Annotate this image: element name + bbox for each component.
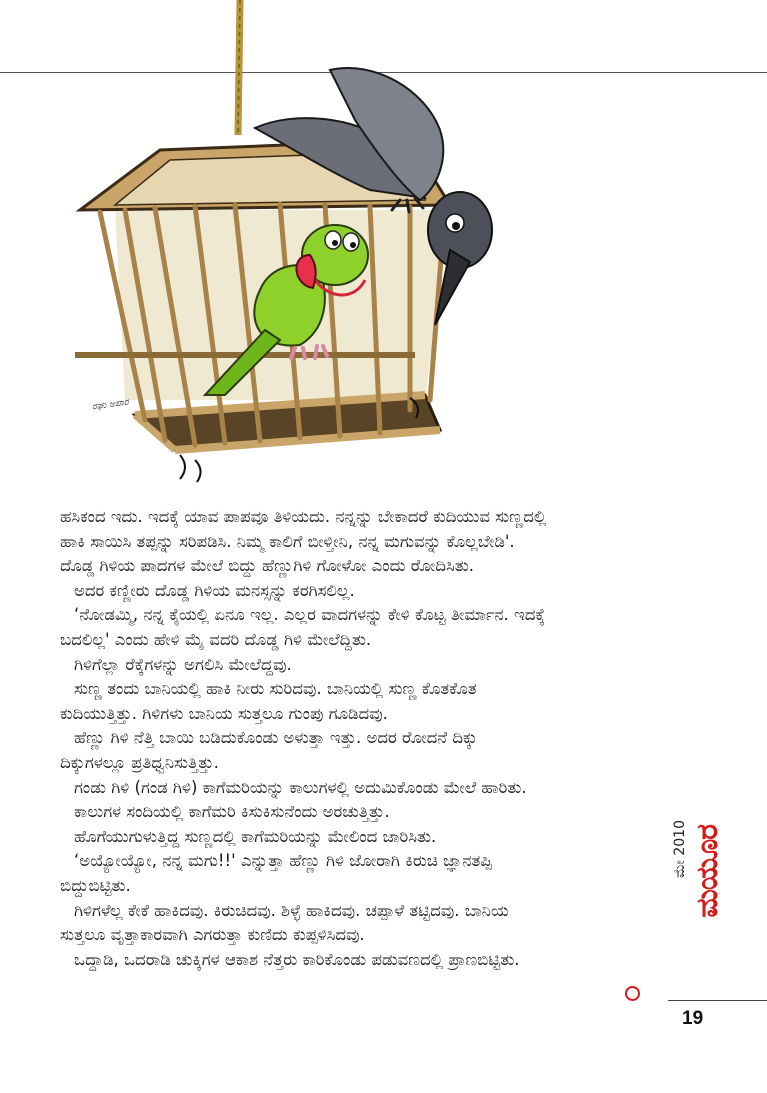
story-line: ಬಿದ್ದುಬಿಟ್ಟಿತು.: [60, 875, 131, 895]
story-line: ಗಂಡು ಗಿಳಿ (ಗಂಡ ಗಿಳಿ) ಕಾಗೆಮರಿಯನ್ನು ಕಾಲುಗಳಲ್ಲಿ ಅದುಮಿಕೊಂಡು ಮೇಲೆ ಹಾರಿತು.: [74, 777, 527, 797]
story-line: ದೊಡ್ಡ ಗಿಳಿಯ ಪಾದಗಳ ಮೇಲೆ ಬಿದ್ದು ಹೆಣ್ಣುಗಿಳಿ ಗೋಳೋ ಎಂದು ರೋದಿಸಿತು.: [60, 556, 475, 576]
circle-bullet-icon: [625, 986, 640, 1001]
story-line: ಗಿಳಿಗೆಲ್ಲಾ ರೆಕ್ಕೆಗಳನ್ನು ಅಗಲಿಸಿ ಮೇಲೆದ್ದವು.: [74, 654, 292, 674]
issue-date: ಮೇ 2010: [672, 820, 688, 878]
story-line: ಹಾಕಿ ಸಾಯಿಸಿ ತಪ್ಪನ್ನು ಸರಿಪಡಿಸಿ. ನಿಮ್ಮ ಕಾಲಿಗೆ ಬೀಳ್ತೀನಿ, ನನ್ನ ಮಗುವನ್ನು ಕೊಲ್ಲಬೇಡಿ'.: [60, 531, 515, 551]
page-number: 19: [682, 1008, 704, 1029]
story-line: ಒದ್ದಾಡಿ, ಒದರಾಡಿ ಚುಕ್ಕಿಗಳ ಆಕಾಶ ನೆತ್ತರು ಕಾರಿಕೊಂಡು ಪಡುವಣದಲ್ಲಿ ಪ್ರಾಣಬಿಟ್ಟಿತು.: [74, 949, 520, 969]
story-text: [60, 505, 650, 972]
story-line: ಹೊಗೆಯುಗುಳುತ್ತಿದ್ದ ಸುಣ್ಣದಲ್ಲಿ ಕಾಗೆಮರಿಯನ್ನು ಮೇಲಿಂದ ಜಾರಿಸಿತು.: [74, 826, 437, 846]
story-line: ಕುದಿಯುತ್ತಿತ್ತು. ಗಿಳಿಗಳು ಬಾನಿಯ ಸುತ್ತಲೂ ಗುಂಪು ಗೂಡಿದವು.: [60, 703, 388, 723]
story-line: ಹಸಿಕಂದ ಇದು. ಇದಕ್ಕೆ ಯಾವ ಪಾಪವೂ ತಿಳಿಯದು. ನನ್ನನ್ನು ಬೇಕಾದರೆ ಕುದಿಯುವ ಸುಣ್ಣದಲ್ಲಿ: [60, 507, 547, 526]
story-line: ಸುಣ್ಣ ತಂದು ಬಾನಿಯಲ್ಲಿ ಹಾಕಿ ನೀರು ಸುರಿದವು. ಬಾನಿಯಲ್ಲಿ ಸುಣ್ಣ ಕೊತಕೊತ: [74, 679, 477, 699]
story-line: ಕಾಲುಗಳ ಸಂದಿಯಲ್ಲಿ ಕಾಗೆಮರಿ ಕಿಸುಕಿಸುನೆಂದು ಅರಚುತ್ತಿತ್ತು.: [74, 802, 390, 822]
story-line: ‘ಅಯ್ಯೋಯ್ಯೋ, ನನ್ನ ಮಗು!!' ಎನ್ನುತ್ತಾ ಹೆಣ್ಣು ಗಿಳಿ ಜೋರಾಗಿ ಕಿರುಚಿ ಜ್ಞಾನತಪ್ಪಿ: [74, 851, 493, 871]
crow-and-parrot-cage-illustration: [55, 0, 525, 490]
story-line: ಹೆಣ್ಣು ಗಿಳಿ ನೆತ್ತಿ ಬಾಯಿ ಬಡಿದುಕೊಂಡು ಅಳುತ್ತಾ ಇತ್ತು. ಅದರ ರೋದನೆ ದಿಕ್ಕು: [74, 728, 478, 748]
story-line: ಗಿಳಿಗಳೆಲ್ಲ ಕೇಕೆ ಹಾಕಿದವು. ಕಿರುಚಿದವು. ಶಿಳ್ಳೆ ಹಾಕಿದವು. ಚಪ್ಪಾಳೆ ತಟ್ಟಿದವು. ಬಾನಿಯ: [74, 900, 509, 920]
footer-rule: [668, 1000, 767, 1001]
artist-signature: ರಘು ಅಪಾರ: [91, 397, 130, 413]
story-line: ಬದಲಿಲ್ಲ' ಎಂದು ಹೇಳಿ ಮೈ ವದರಿ ದೊಡ್ಡ ಗಿಳಿ ಮೇಲೆದ್ದಿತು.: [60, 629, 372, 649]
story-line: ಸುತ್ತಲೂ ವೃತ್ತಾಕಾರವಾಗಿ ಎಗರುತ್ತಾ ಕುಣಿದು ಕುಪ್ಪಳಿಸಿದವು.: [60, 925, 365, 945]
story-line: ಅದರ ಕಣ್ಣೀರು ದೊಡ್ಡ ಗಿಳಿಯ ಮನಸ್ಸನ್ನು ಕರಗಿಸಲಿಲ್ಲ.: [74, 580, 355, 600]
magazine-name: ಮಯೂರ: [690, 825, 725, 918]
story-line: ದಿಕ್ಕುಗಳಲ್ಲೂ ಪ್ರತಿಧ್ವನಿಸುತ್ತಿತ್ತು.: [60, 752, 219, 772]
story-line: ‘ನೋಡಮ್ಮಿ, ನನ್ನ ಕೈಯಲ್ಲಿ ಏನೂ ಇಲ್ಲ. ಎಲ್ಲರ ವಾದಗಳನ್ನು ಕೇಳಿ ಕೊಟ್ಟ ತೀರ್ಮಾನ. ಇದಕ್ಕೆ: [74, 605, 546, 625]
